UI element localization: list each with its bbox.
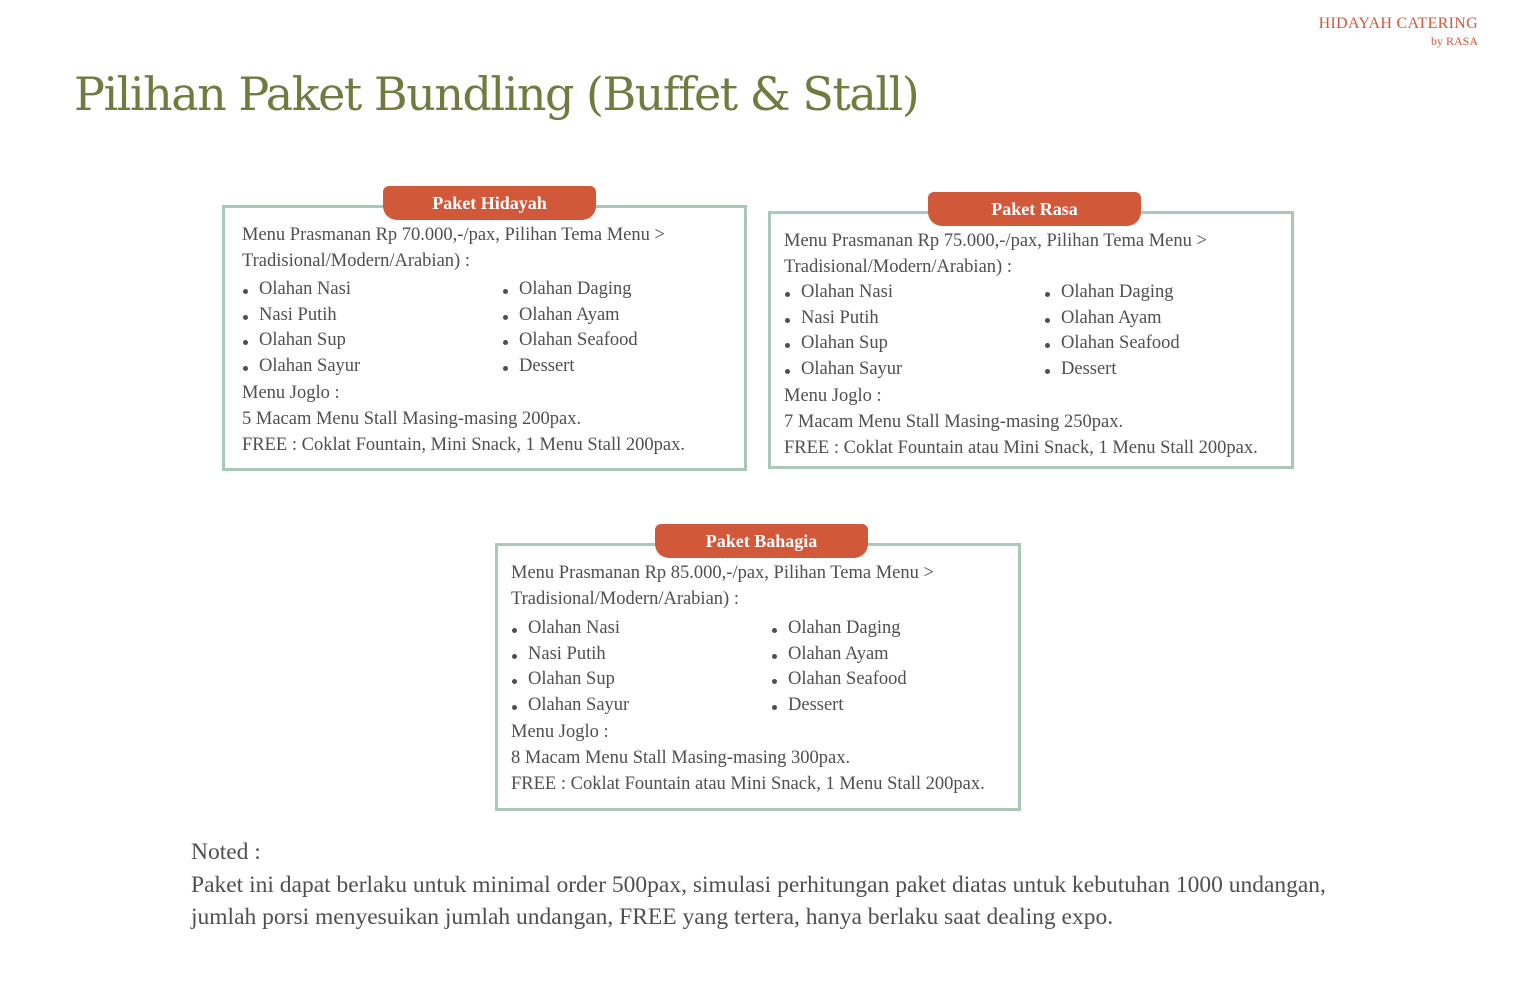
stall-info: 5 Macam Menu Stall Masing-masing 200pax.	[242, 408, 582, 429]
package-intro: Menu Prasmanan Rp 70.000,-/pax, Pilihan Tema Menu > Tradisional/Modern/Arabian) :	[242, 225, 665, 271]
list-item: Olahan Ayam	[502, 303, 742, 329]
joglo-label: Menu Joglo :	[511, 721, 609, 742]
package-tag: Paket Hidayah	[383, 186, 596, 220]
menu-list-right	[502, 277, 742, 380]
menu-list-left	[242, 277, 502, 380]
package-card-rasa	[768, 199, 1294, 469]
package-intro: Menu Prasmanan Rp 85.000,-/pax, Pilihan Tema Menu > Tradisional/Modern/Arabian) :	[511, 563, 934, 609]
list-item: Nasi Putih	[511, 642, 771, 668]
notes-section	[191, 836, 1331, 934]
list-item: Olahan Ayam	[1044, 306, 1284, 332]
list-item: Olahan Sayur	[242, 354, 502, 380]
list-item: Dessert	[1044, 357, 1284, 383]
list-item: Olahan Sup	[511, 667, 771, 693]
stall-info: 8 Macam Menu Stall Masing-masing 300pax.	[511, 747, 851, 768]
list-item: Olahan Nasi	[242, 277, 502, 303]
list-item: Olahan Sup	[242, 328, 502, 354]
brand-logo	[1319, 14, 1478, 48]
joglo-label: Menu Joglo :	[784, 385, 882, 406]
page-title: Pilihan Paket Bundling (Buffet & Stall)	[74, 67, 919, 121]
brand-sub: by RASA	[1430, 34, 1478, 48]
stall-info: 7 Macam Menu Stall Masing-masing 250pax.	[784, 411, 1124, 432]
menu-list-left	[511, 616, 771, 719]
list-item: Nasi Putih	[784, 306, 1044, 332]
free-info: FREE : Coklat Fountain, Mini Snack, 1 Menu Stall 200pax.	[242, 434, 685, 455]
notes-text: Paket ini dapat berlaku untuk minimal order 500pax, simulasi perhitungan paket diatas untuk kebutuhan 1000 undangan, jumlah porsi menyesuikan jumlah undangan, FREE yang tertera, hanya berlaku saat dealing expo.	[191, 871, 1326, 930]
list-item: Olahan Daging	[1044, 280, 1284, 306]
package-card-bahagia	[495, 531, 1021, 811]
joglo-label: Menu Joglo :	[242, 382, 340, 403]
list-item: Olahan Seafood	[1044, 331, 1284, 357]
list-item: Olahan Nasi	[511, 616, 771, 642]
list-item: Olahan Sayur	[784, 357, 1044, 383]
list-item: Dessert	[771, 693, 1011, 719]
list-item: Olahan Sup	[784, 331, 1044, 357]
package-tag: Paket Rasa	[928, 192, 1141, 226]
free-info: FREE : Coklat Fountain atau Mini Snack, 1 Menu Stall 200pax.	[784, 437, 1258, 458]
menu-list-right	[1044, 280, 1284, 383]
list-item: Dessert	[502, 354, 742, 380]
list-item: Olahan Daging	[502, 277, 742, 303]
menu-list-left	[784, 280, 1044, 383]
free-info: FREE : Coklat Fountain atau Mini Snack, 1 Menu Stall 200pax.	[511, 773, 985, 794]
list-item: Olahan Ayam	[771, 642, 1011, 668]
brand-name: HIDAYAH CATERING	[1318, 15, 1478, 32]
package-intro: Menu Prasmanan Rp 75.000,-/pax, Pilihan Tema Menu > Tradisional/Modern/Arabian) :	[784, 231, 1207, 277]
list-item: Olahan Daging	[771, 616, 1011, 642]
package-card-hidayah	[222, 193, 747, 471]
list-item: Olahan Sayur	[511, 693, 771, 719]
list-item: Olahan Nasi	[784, 280, 1044, 306]
package-tag: Paket Bahagia	[655, 524, 868, 558]
list-item: Olahan Seafood	[502, 328, 742, 354]
list-item: Olahan Seafood	[771, 667, 1011, 693]
menu-list-right	[771, 616, 1011, 719]
notes-label: Noted :	[191, 839, 261, 865]
list-item: Nasi Putih	[242, 303, 502, 329]
